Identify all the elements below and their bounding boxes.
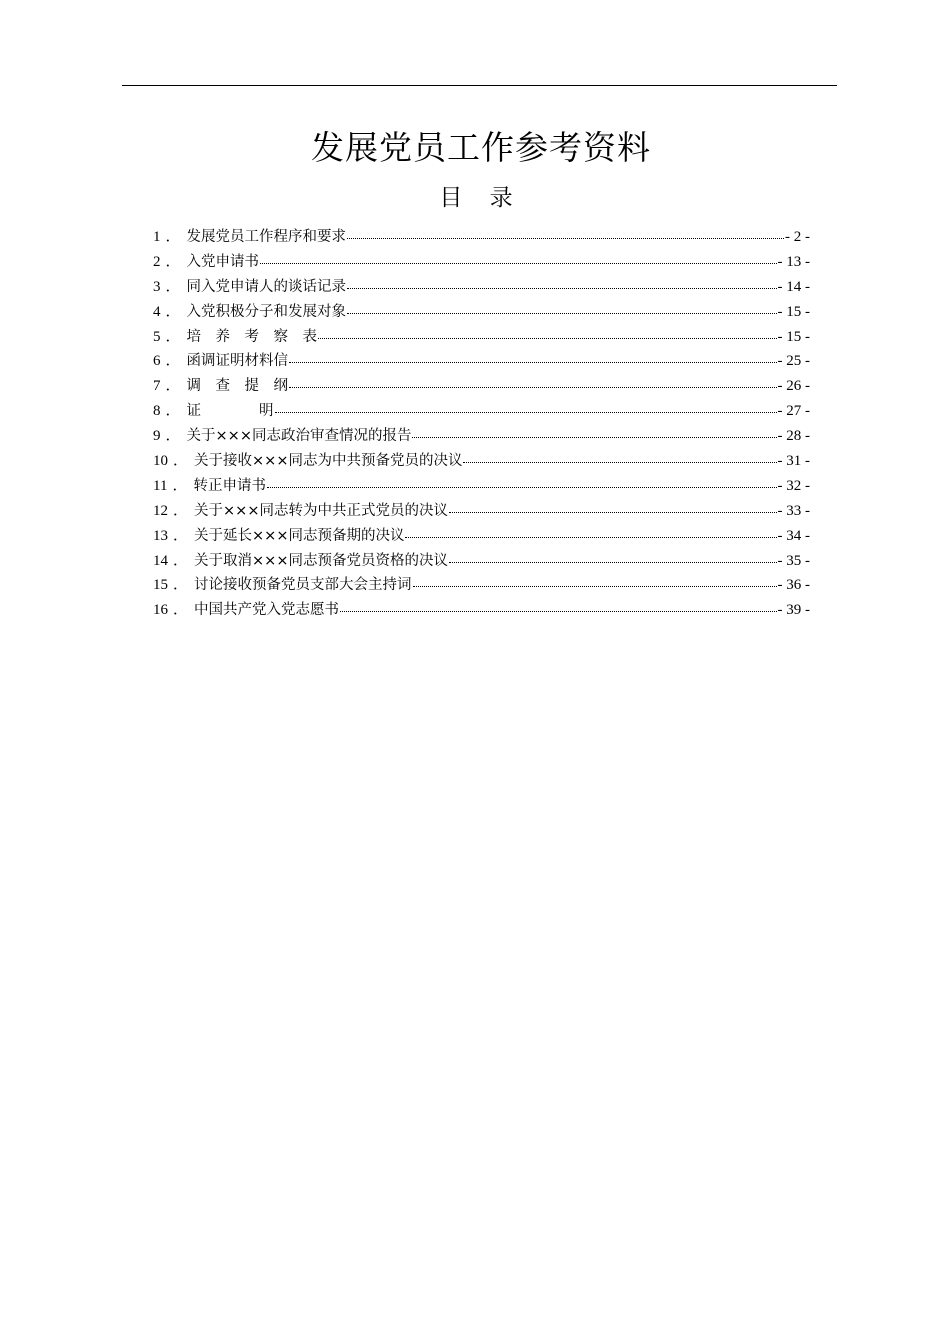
toc-dot-leader xyxy=(412,437,776,438)
toc-entry[interactable] xyxy=(153,349,810,374)
toc-entry[interactable] xyxy=(153,374,810,399)
toc-entry-number: 1 xyxy=(153,229,161,245)
toc-entry-label: 关于延长×××同志预备期的决议 xyxy=(194,527,405,544)
toc-entry-separator: ． xyxy=(165,403,181,420)
toc-entry-label: 关于×××同志转为中共正式党员的决议 xyxy=(194,502,448,519)
toc-entry-number: 2 xyxy=(153,253,161,270)
toc-entry-page: - 36 - xyxy=(777,577,810,594)
toc-entry[interactable] xyxy=(153,225,810,250)
toc-dot-leader xyxy=(289,387,776,388)
toc-entry-label: 调 查 提 纲 xyxy=(186,378,289,395)
toc-entry-separator: ． xyxy=(165,253,181,270)
toc-entry-page: - 25 - xyxy=(777,353,810,370)
toc-entry-page: - 14 - xyxy=(777,278,810,295)
toc-entry-number: 7 xyxy=(153,378,161,395)
toc-entry[interactable] xyxy=(153,275,810,300)
toc-entry-page: - 27 - xyxy=(777,403,810,420)
toc-entry-page: - 15 - xyxy=(777,303,810,320)
toc-entry-number: 12 xyxy=(153,502,168,519)
toc-entry[interactable] xyxy=(153,474,810,499)
toc-entry[interactable] xyxy=(153,300,810,325)
toc-dot-leader xyxy=(463,462,776,463)
toc-entry-number: 11 xyxy=(153,477,168,494)
toc-entry-label: 转正申请书 xyxy=(193,477,266,494)
toc-entry-separator: ． xyxy=(173,453,189,470)
toc-entry-number: 14 xyxy=(153,552,168,569)
toc-entry-label: 同入党申请人的谈话记录 xyxy=(186,278,347,295)
toc-entry-page: - 34 - xyxy=(777,527,810,544)
toc-dot-leader xyxy=(275,412,777,413)
toc-entry-label: 关于取消×××同志预备党员资格的决议 xyxy=(194,552,448,569)
toc-entry-number: 6 xyxy=(153,353,161,370)
toc-entry-page: - 28 - xyxy=(777,428,810,445)
toc-dot-leader xyxy=(340,611,776,612)
toc-dot-leader xyxy=(347,238,784,239)
toc-entry-page: - 35 - xyxy=(777,552,810,569)
toc-dot-leader xyxy=(260,263,776,264)
toc-entry-separator: ． xyxy=(173,602,189,619)
toc-dot-leader xyxy=(449,562,777,563)
toc-entry[interactable] xyxy=(153,549,810,574)
toc-entry-separator: ． xyxy=(165,328,181,345)
toc-entry-label: 证 明 xyxy=(186,403,274,420)
toc-entry-number: 10 xyxy=(153,453,168,470)
toc-entry[interactable] xyxy=(153,573,810,598)
toc-entry-page: - 33 - xyxy=(777,502,810,519)
toc-entry-separator: ． xyxy=(173,502,189,519)
toc-entry-number: 3 xyxy=(153,278,161,295)
toc-entry-page: - 26 - xyxy=(777,378,810,395)
table-of-contents xyxy=(153,225,810,623)
toc-entry[interactable] xyxy=(153,399,810,424)
toc-entry-number: 5 xyxy=(153,328,161,345)
toc-entry-separator: ． xyxy=(172,477,188,494)
toc-entry-label: 函调证明材料信 xyxy=(186,353,289,370)
toc-entry-number: 9 xyxy=(153,428,161,445)
toc-entry-label: 培 养 考 察 表 xyxy=(186,328,318,345)
toc-entry-separator: ． xyxy=(165,303,181,320)
toc-entry[interactable] xyxy=(153,424,810,449)
toc-dot-leader xyxy=(318,338,776,339)
toc-entry-separator: ． xyxy=(173,552,189,569)
toc-entry-label: 关于×××同志政治审查情况的报告 xyxy=(186,428,412,445)
toc-entry-label: 发展党员工作程序和要求 xyxy=(186,229,347,245)
toc-entry-page: - 31 - xyxy=(777,453,810,470)
toc-dot-leader xyxy=(267,487,777,488)
toc-entry-separator: ． xyxy=(173,527,189,544)
toc-dot-leader xyxy=(289,362,776,363)
toc-entry-label: 关于接收×××同志为中共预备党员的决议 xyxy=(194,453,463,470)
toc-entry[interactable] xyxy=(153,449,810,474)
toc-entry-number: 15 xyxy=(153,577,168,594)
toc-entry-page: - 15 - xyxy=(777,328,810,345)
toc-entry[interactable] xyxy=(153,524,810,549)
toc-entry-separator: ． xyxy=(165,229,181,245)
toc-dot-leader xyxy=(449,512,777,513)
toc-entry-separator: ． xyxy=(173,577,189,594)
toc-entry-number: 8 xyxy=(153,403,161,420)
toc-entry-page: - 32 - xyxy=(777,477,810,494)
toc-entry[interactable] xyxy=(153,325,810,350)
toc-entry-number: 13 xyxy=(153,527,168,544)
toc-entry-separator: ． xyxy=(165,378,181,395)
header-rule xyxy=(122,85,837,86)
document-title: 发展党员工作参考资料 xyxy=(311,128,651,167)
toc-entry-separator: ． xyxy=(165,428,181,445)
toc-entry-label: 入党积极分子和发展对象 xyxy=(186,303,347,320)
toc-dot-leader xyxy=(347,313,776,314)
toc-entry-number: 16 xyxy=(153,602,168,619)
toc-entry[interactable] xyxy=(153,598,810,623)
toc-dot-leader xyxy=(413,586,777,587)
toc-entry-page: - 39 - xyxy=(777,602,810,619)
toc-entry-separator: ． xyxy=(165,278,181,295)
toc-heading: 目 录 xyxy=(439,185,523,211)
toc-entry-page: - 2 - xyxy=(785,229,810,245)
toc-dot-leader xyxy=(405,537,776,538)
toc-entry-page: - 13 - xyxy=(777,253,810,270)
toc-entry[interactable] xyxy=(153,250,810,275)
toc-entry[interactable] xyxy=(153,499,810,524)
toc-entry-label: 中国共产党入党志愿书 xyxy=(194,602,340,619)
toc-dot-leader xyxy=(347,288,776,289)
toc-entry-separator: ． xyxy=(165,353,181,370)
toc-entry-number: 4 xyxy=(153,303,161,320)
toc-entry-label: 讨论接收预备党员支部大会主持词 xyxy=(194,577,412,594)
toc-entry-label: 入党申请书 xyxy=(186,253,260,270)
